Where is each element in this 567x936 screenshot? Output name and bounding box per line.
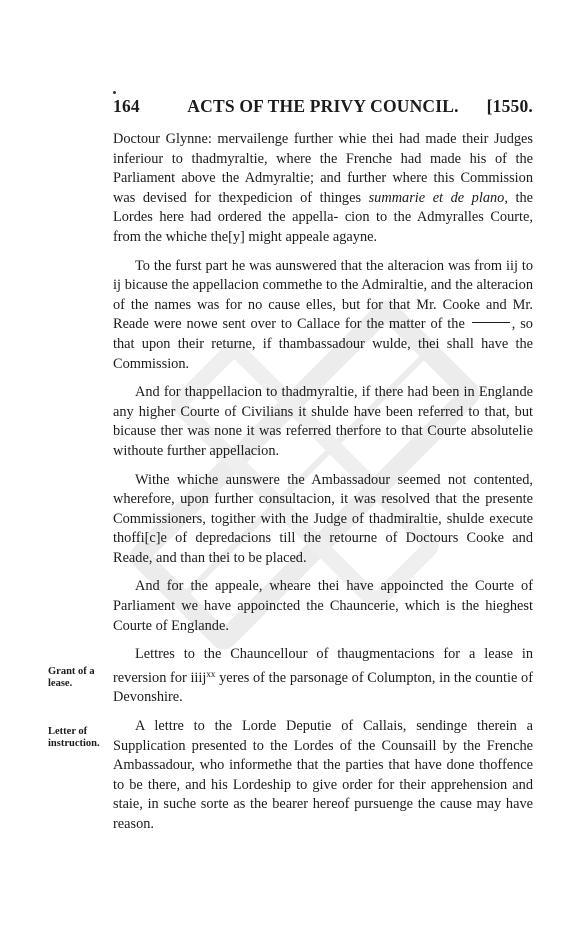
paragraph-4: Withe whiche aunswere the Ambassadour seemed not contented, wherefore, upon further consultacion, it was resolved that the presente Commissioners, togither with the Judge of thadmiraltie, shulde execute thoffi[c]e of depredacions till the retourne of Doctours Cooke and Reade, and than thei to be placed. bbox=[113, 471, 533, 566]
printer-dot bbox=[113, 91, 116, 94]
paragraph-2 bbox=[113, 257, 533, 375]
paragraph-text: To the furst part he was aunswered that the alteracion was from iij to ij bicause the appellacion commethe to the Admiraltie, and the alteracion of the names was for no cause elles, but for that Mr. Cooke and Mr. Reade were nowe sent over to Callace for the matter of the bbox=[113, 257, 533, 333]
paragraph-line: cion to the Admyralles Courte, from the whiche the[y] might bbox=[113, 209, 533, 245]
page-year: [1550. bbox=[486, 96, 533, 116]
paragraph-3: And for thappellacion to thadmyraltie, if there had been in Englande any higher Courte of Civilians it shulde have been referred to that, but bicause ther was none it was referred therfore to that Courte absolutelie withoute further appellacion. bbox=[113, 384, 533, 459]
italic-phrase: summarie et de plano, bbox=[368, 189, 508, 206]
paragraph-line: made his of the Parliament above the Admyraltie; and further bbox=[113, 150, 534, 187]
paragraph-5: And for the appeale, wheare thei have appoincted the Courte of Parliament we have appoincted the Chauncerie, which is the hieghest Courte of Englande. bbox=[113, 578, 533, 634]
page-number: 164 bbox=[113, 96, 140, 116]
paragraph-line: their Judges inferiour to thadmyraltie, where the Frenche had bbox=[113, 131, 534, 167]
paragraph-text: , so that upon their returne, if thambassadour wulde, thei shall have the Commission. bbox=[113, 316, 533, 372]
paragraph-text: yeres of the parsonage of Columpton, in the countie of Devonshire. bbox=[113, 669, 533, 706]
text-column bbox=[113, 130, 533, 835]
paragraph-text: Lettres to the Chauncellour of thaugmentacions for a lease in reversion for iiij bbox=[113, 646, 533, 686]
paragraph-line: the Lordes here had ordered the appella- bbox=[113, 189, 534, 226]
blank-line bbox=[472, 322, 510, 323]
paragraph-line: where this Commission was devised for thexpedicion of thinges bbox=[113, 170, 534, 206]
paragraph-line: Doctour Glynne: mervailenge further whie thei had made bbox=[113, 131, 457, 147]
margin-note-grant: Grant of a lease. bbox=[48, 666, 95, 689]
margin-note-letter: Letter of instruction. bbox=[48, 726, 100, 749]
paragraph-7: A lettre to the Lorde Deputie of Callais, sendinge therein a Supplication presented to the Lordes of the Counsaill by the Frenche Ambassadour, who informethe that the parties that have done thoffence to be there, and his Lordeship to give order for their apprehension and staie, in suche sorte as the bearer hereof pursuenge the cause may have reason. bbox=[113, 718, 533, 832]
paragraph-line: appeale agayne. bbox=[285, 228, 378, 245]
paragraph-6 bbox=[113, 645, 533, 708]
paragraph-1 bbox=[113, 130, 533, 248]
page-header bbox=[113, 96, 533, 120]
running-title: ACTS OF THE PRIVY COUNCIL. bbox=[187, 96, 459, 116]
superscript: xx bbox=[206, 668, 216, 679]
